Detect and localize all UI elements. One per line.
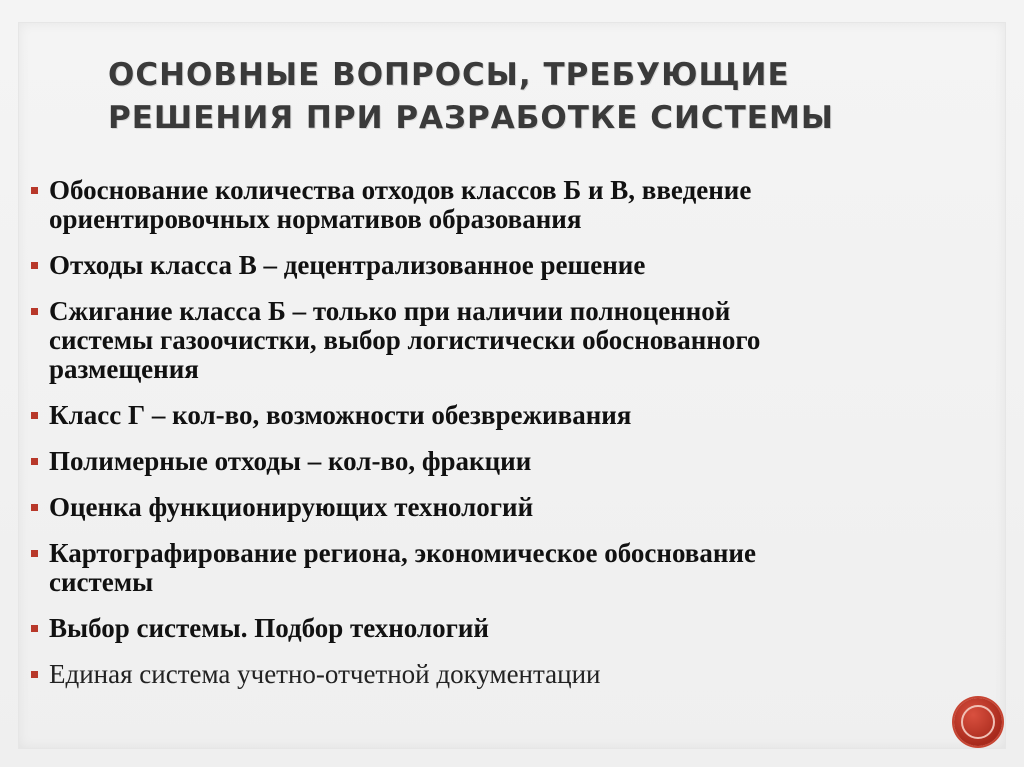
square-bullet-icon (31, 671, 38, 678)
square-bullet-icon (31, 504, 38, 511)
list-item (30, 401, 970, 430)
bullet-list (30, 176, 970, 706)
square-bullet-icon (31, 262, 38, 269)
list-item (30, 660, 970, 689)
list-item-line: Картографирование региона, экономическое обоснование (49, 538, 756, 568)
square-bullet-icon (31, 458, 38, 465)
square-bullet-icon (31, 550, 38, 557)
logo-ring (961, 705, 995, 739)
list-item-line: Оценка функционирующих технологий (49, 492, 534, 522)
list-item (30, 176, 970, 234)
slide-title (108, 54, 908, 140)
list-item (30, 493, 970, 522)
title-line: ОСНОВНЫЕ ВОПРОСЫ, ТРЕБУЮЩИЕ (108, 57, 790, 93)
list-item-line: размещения (49, 354, 199, 384)
list-item (30, 447, 970, 476)
square-bullet-icon (31, 308, 38, 315)
list-item-line: Класс Г – кол-во, возможности обезвреживания (49, 400, 632, 430)
list-item (30, 614, 970, 643)
list-item (30, 297, 970, 384)
list-item-line: Полимерные отходы – кол-во, фракции (49, 446, 532, 476)
square-bullet-icon (31, 187, 38, 194)
list-item-line: ориентировочных нормативов образования (49, 204, 582, 234)
list-item-line: Отходы класса В – децентрализованное решение (49, 250, 646, 280)
square-bullet-icon (31, 412, 38, 419)
square-bullet-icon (31, 625, 38, 632)
list-item-line: системы газоочистки, выбор логистически обоснованного (49, 325, 761, 355)
round-logo-icon (954, 698, 1002, 746)
list-item (30, 251, 970, 280)
list-item-line: Сжигание класса Б – только при наличии полноценной (49, 296, 731, 326)
list-item-line: Обоснование количества отходов классов Б и В, введение (49, 175, 752, 205)
list-item (30, 539, 970, 597)
title-line: РЕШЕНИЯ ПРИ РАЗРАБОТКЕ СИСТЕМЫ (108, 100, 834, 136)
list-item-line: Выбор системы. Подбор технологий (49, 613, 489, 643)
list-item-line: Единая система учетно-отчетной документации (49, 659, 601, 689)
list-item-line: системы (49, 567, 154, 597)
